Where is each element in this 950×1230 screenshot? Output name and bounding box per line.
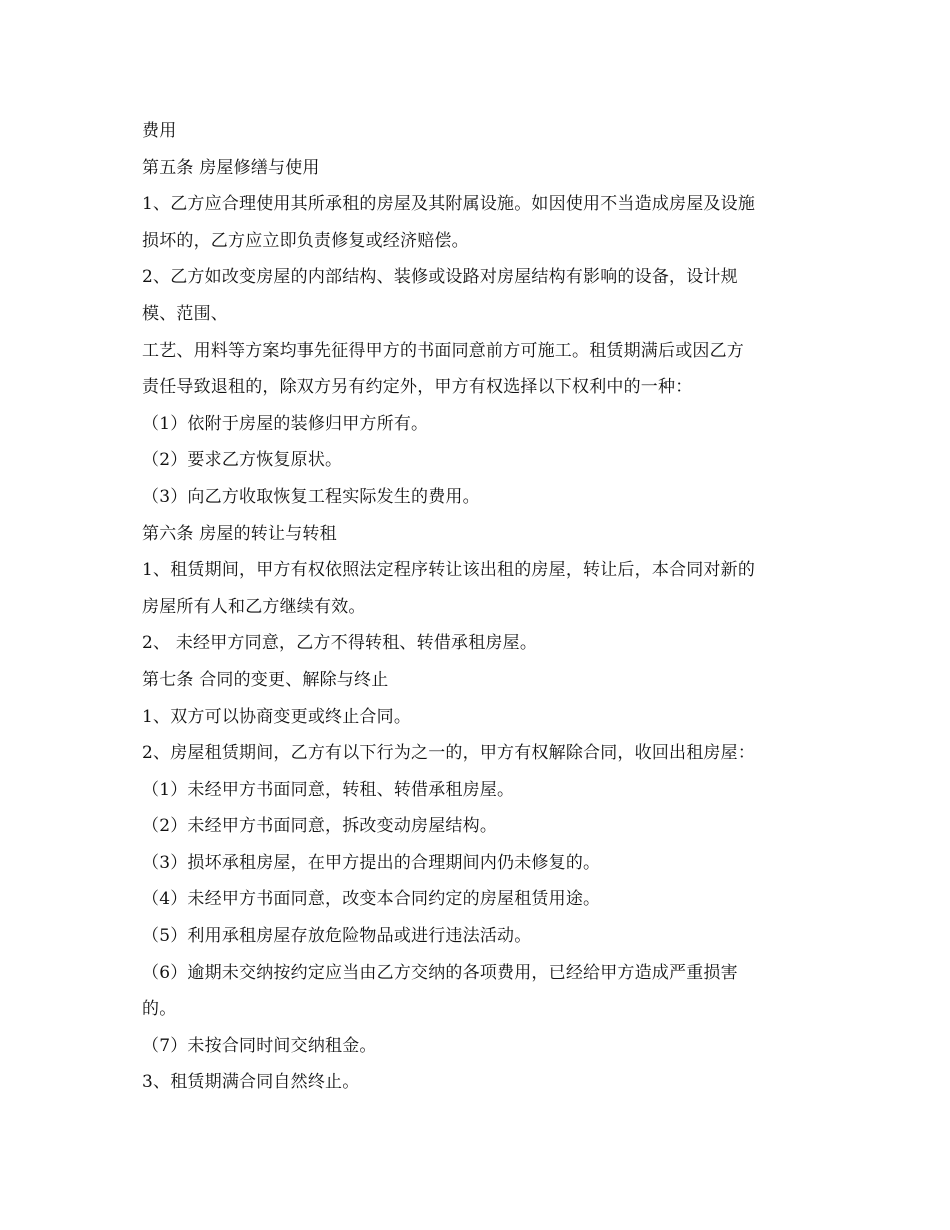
- section-heading: 第七条 合同的变更、解除与终止: [142, 669, 389, 690]
- list-item: （3）向乙方收取恢复工程实际发生的费用。: [142, 486, 480, 507]
- text-line: 责任导致退租的，除双方另有约定外，甲方有权选择以下权利中的一种：: [142, 377, 693, 398]
- document-body: [142, 113, 812, 1101]
- text-line: 2、乙方如改变房屋的内部结构、装修或设路对房屋结构有影响的设备，设计规: [142, 267, 738, 288]
- text-line: 工艺、用料等方案均事先征得甲方的书面同意前方可施工。租赁期满后或因乙方: [142, 340, 744, 361]
- text-line: 的。: [142, 999, 177, 1020]
- text-line: 1、租赁期间，甲方有权依照法定程序转让该出租的房屋，转让后，本合同对新的: [142, 560, 756, 581]
- list-item: （5）利用承租房屋存放危险物品或进行违法活动。: [142, 926, 532, 947]
- text-line: 模、范围、: [142, 303, 228, 324]
- text-line: 2、房屋租赁期间，乙方有以下行为之一的，甲方有权解除合同，收回出租房屋：: [142, 743, 756, 764]
- text-line: 3、租赁期满合同自然终止。: [142, 1072, 360, 1093]
- text-line: 房屋所有人和乙方继续有效。: [142, 596, 366, 617]
- section-heading: 第五条 房屋修缮与使用: [142, 157, 320, 178]
- list-item: （6）逾期未交纳按约定应当由乙方交纳的各项费用，已经给甲方造成严重损害: [142, 962, 738, 983]
- text-line: 费用: [142, 121, 177, 141]
- list-item: （3）损坏承租房屋，在甲方提出的合理期间内仍未修复的。: [142, 852, 601, 873]
- text-line: 2、 未经甲方同意，乙方不得转租、转借承租房屋。: [142, 633, 538, 654]
- section-heading: 第六条 房屋的转让与转租: [142, 523, 337, 544]
- list-item: （2）未经甲方书面同意，拆改变动房屋结构。: [142, 816, 498, 837]
- list-item: （2）要求乙方恢复原状。: [142, 450, 343, 471]
- list-item: （4）未经甲方书面同意，改变本合同约定的房屋租赁用途。: [142, 889, 601, 910]
- list-item: （1）依附于房屋的装修归甲方所有。: [142, 413, 429, 434]
- list-item: （1）未经甲方书面同意，转租、转借承租房屋。: [142, 779, 515, 800]
- list-item: （7）未按合同时间交纳租金。: [142, 1035, 377, 1056]
- text-line: 损坏的，乙方应立即负责修复或经济赔偿。: [142, 230, 469, 251]
- text-line: 1、双方可以协商变更或终止合同。: [142, 706, 412, 727]
- text-line: 1、乙方应合理使用其所承租的房屋及其附属设施。如因使用不当造成房屋及设施: [142, 194, 756, 215]
